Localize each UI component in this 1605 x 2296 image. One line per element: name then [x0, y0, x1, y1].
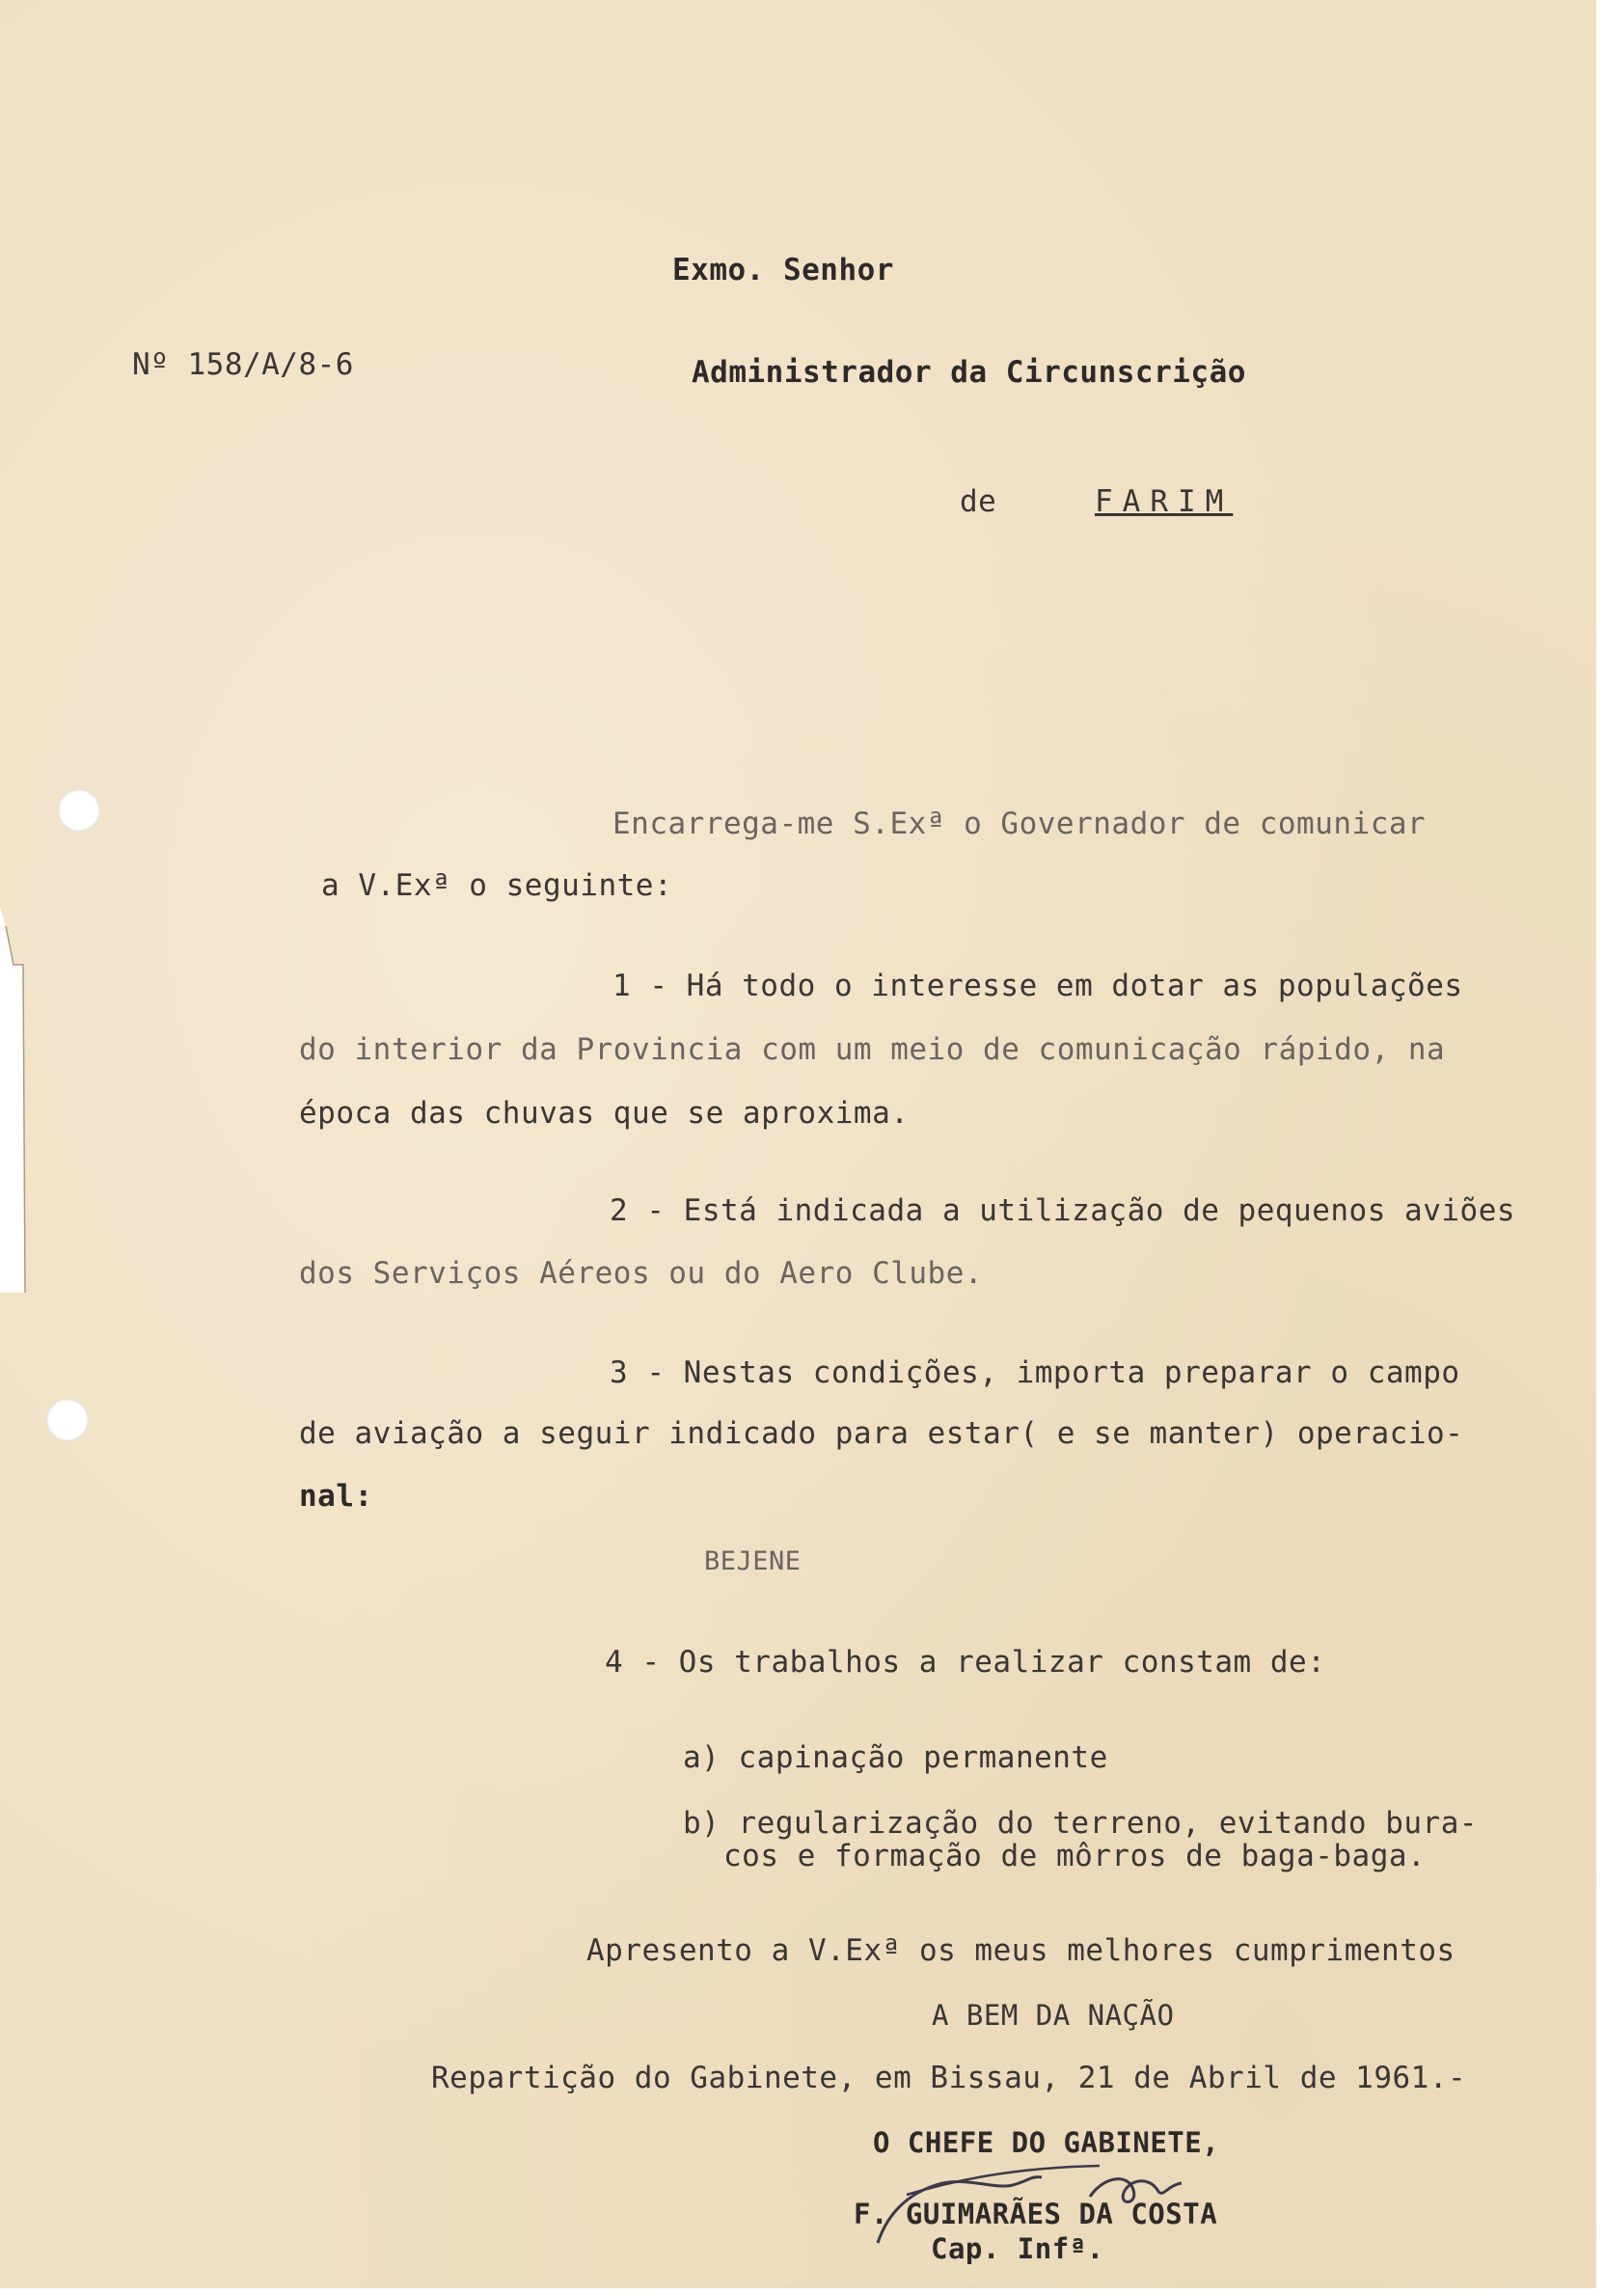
addressee: Administrador da Circunscrição: [692, 355, 1246, 390]
reference-number: Nº 158/A/8-6: [132, 347, 354, 382]
airfield-name: BEJENE: [704, 1546, 802, 1576]
punch-hole-top: [58, 789, 100, 832]
signatory-title: O CHEFE DO GABINETE,: [873, 2126, 1220, 2159]
item-b-line-1: b) regularização do terreno, evitando bura-: [683, 1806, 1479, 1841]
paragraph-1-line-3: época das chuvas que se aproxima.: [299, 1096, 910, 1131]
paragraph-2-line-1: 2 - Está indicada a utilização de pequenos aviões: [610, 1193, 1516, 1228]
paragraph-3-line-2: de aviação a seguir indicado para estar( e se manter) operacio-: [299, 1416, 1464, 1451]
paragraph-3-line-3: nal:: [299, 1479, 373, 1514]
closing-motto: A BEM DA NAÇÃO: [932, 1999, 1175, 2032]
item-a: a) capinação permanente: [683, 1740, 1108, 1775]
paragraph-3-line-1: 3 - Nestas condições, importa preparar o campo: [610, 1355, 1460, 1390]
intro-line-2: a V.Exª o seguinte:: [321, 868, 673, 903]
closing-dateline: Repartição do Gabinete, em Bissau, 21 de Abril de 1961.-: [431, 2061, 1467, 2095]
signatory-rank: Cap. Infª.: [931, 2232, 1104, 2265]
paragraph-4: 4 - Os trabalhos a realizar constam de:: [605, 1645, 1326, 1680]
punch-hole-bottom: [46, 1399, 89, 1441]
addressee-de: de: [960, 484, 997, 519]
item-b-line-2: cos e formação de môrros de baga-baga.: [723, 1839, 1427, 1873]
intro-line-1: Encarrega-me S.Exª o Governador de comunicar: [612, 806, 1427, 841]
paragraph-1-line-2: do interior da Provincia com um meio de comunicação rápido, na: [299, 1032, 1446, 1067]
salutation: Exmo. Senhor: [672, 253, 894, 287]
addressee-place: FARIM: [1095, 484, 1234, 519]
paragraph-2-line-2: dos Serviços Aéreos ou do Aero Clube.: [299, 1256, 984, 1291]
signatory-name: F. GUIMARÃES DA COSTA: [854, 2198, 1218, 2230]
closing-greetings: Apresento a V.Exª os meus melhores cumprimentos: [586, 1933, 1455, 1968]
paragraph-1-line-1: 1 - Há todo o interesse em dotar as populações: [612, 969, 1463, 1003]
torn-edge: [0, 907, 27, 1293]
